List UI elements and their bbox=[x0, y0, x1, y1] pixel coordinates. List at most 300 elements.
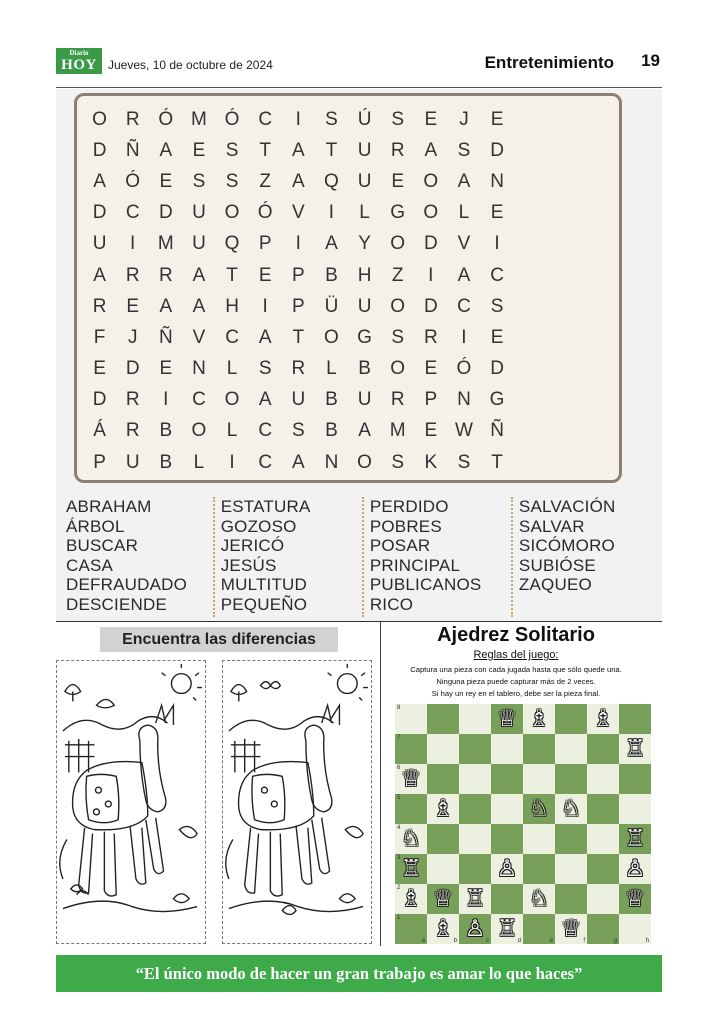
letter-cell: R bbox=[125, 264, 140, 286]
letter-cell: Ñ bbox=[490, 420, 504, 442]
white-rook-icon: ♖ bbox=[464, 885, 486, 912]
word-item: PUBLICANOS bbox=[369, 575, 482, 595]
letter-cell: U bbox=[125, 451, 140, 473]
letter-cell: Ó bbox=[224, 108, 240, 130]
letter-cell: D bbox=[490, 139, 504, 161]
chess-square bbox=[555, 734, 587, 764]
letter-cell: I bbox=[229, 451, 235, 473]
word-item: RICO bbox=[369, 594, 414, 614]
letter-cell: L bbox=[458, 202, 470, 224]
file-label: g bbox=[613, 938, 617, 944]
letter-cell: R bbox=[390, 389, 405, 411]
letter-cell: F bbox=[93, 326, 106, 348]
word-item: MULTITUD bbox=[220, 575, 308, 595]
letter-cell: A bbox=[424, 139, 438, 161]
column-divider bbox=[380, 622, 381, 946]
letter-cell: U bbox=[357, 389, 372, 411]
word-item: PRINCIPAL bbox=[369, 555, 461, 575]
rank-label: 6 bbox=[397, 765, 401, 771]
letter-cell: L bbox=[226, 358, 238, 380]
letter-cell: Z bbox=[391, 264, 404, 286]
letter-cell: M bbox=[191, 108, 207, 130]
chess-square bbox=[395, 824, 427, 854]
rank-label: 2 bbox=[397, 885, 401, 891]
chess-square bbox=[459, 884, 491, 914]
letter-cell: R bbox=[125, 420, 140, 442]
letter-cell: L bbox=[359, 202, 370, 224]
white-bishop-icon: ♗ bbox=[400, 885, 422, 912]
chess-square bbox=[491, 794, 523, 824]
letter-cell: S bbox=[457, 139, 471, 161]
letter-cell: Ó bbox=[456, 358, 472, 380]
letter-cell: B bbox=[325, 389, 338, 411]
letter-cell: T bbox=[259, 139, 271, 161]
letter-cell: T bbox=[226, 264, 238, 286]
letter-cell: O bbox=[224, 202, 240, 224]
chess-rule: Ninguna pieza puede capturar más de 2 veces. bbox=[436, 677, 596, 686]
letter-cell: P bbox=[93, 451, 106, 473]
chess-board bbox=[395, 704, 651, 944]
chess-square bbox=[619, 854, 651, 884]
letter-cell: C bbox=[192, 389, 206, 411]
chess-square bbox=[427, 734, 459, 764]
letter-cell: I bbox=[262, 295, 268, 317]
chess-square bbox=[523, 824, 555, 854]
chess-square bbox=[555, 824, 587, 854]
letter-cell: N bbox=[457, 389, 471, 411]
rank-label: 3 bbox=[397, 855, 401, 861]
word-item: GOZOSO bbox=[220, 516, 297, 536]
letter-cell: S bbox=[490, 295, 504, 317]
letter-cell: E bbox=[424, 420, 438, 442]
letter-cell: E bbox=[490, 202, 504, 224]
chess-square bbox=[491, 884, 523, 914]
chess-square bbox=[619, 734, 651, 764]
white-bishop-icon: ♗ bbox=[432, 915, 454, 942]
letter-cell: R bbox=[158, 264, 173, 286]
letter-cell: A bbox=[192, 295, 206, 317]
letter-cell: N bbox=[490, 170, 504, 192]
chess-square bbox=[523, 854, 555, 884]
chess-square bbox=[459, 794, 491, 824]
word-item: SALVAR bbox=[518, 516, 585, 536]
chess-square bbox=[491, 764, 523, 794]
letter-cell: D bbox=[490, 358, 504, 380]
chess-square bbox=[459, 824, 491, 854]
letter-cell: Q bbox=[224, 233, 240, 255]
rank-label: 8 bbox=[397, 705, 401, 711]
letter-cell: J bbox=[459, 108, 469, 130]
rank-label: 4 bbox=[397, 825, 401, 831]
letter-cell: V bbox=[457, 233, 471, 255]
chess-square bbox=[587, 734, 619, 764]
letter-cell: E bbox=[192, 139, 206, 161]
letter-cell: D bbox=[125, 358, 140, 380]
newspaper-logo bbox=[56, 48, 102, 74]
letter-cell: O bbox=[191, 420, 207, 442]
quote-banner: “El único modo de hacer un gran trabajo es amar lo que haces” bbox=[56, 955, 662, 992]
letter-cell: A bbox=[291, 451, 305, 473]
chess-square bbox=[395, 794, 427, 824]
letter-cell: S bbox=[457, 451, 471, 473]
letter-cell: R bbox=[291, 358, 306, 380]
word-item: PEQUEÑO bbox=[220, 594, 308, 614]
letter-cell: C bbox=[225, 326, 239, 348]
chess-title: Ajedrez Solitario bbox=[437, 624, 595, 646]
word-item: DEFRAUDADO bbox=[66, 575, 188, 595]
chess-square bbox=[523, 884, 555, 914]
letter-cell: V bbox=[192, 326, 206, 348]
chess-square bbox=[395, 704, 427, 734]
chess-rule: Si hay un rey en el tablero, debe ser la pieza final. bbox=[431, 689, 601, 698]
letter-cell: A bbox=[258, 326, 272, 348]
letter-cell: A bbox=[159, 139, 173, 161]
letter-cell: B bbox=[159, 420, 173, 442]
chess-square bbox=[491, 734, 523, 764]
word-item: SICÓMORO bbox=[518, 536, 615, 556]
letter-cell: D bbox=[423, 295, 438, 317]
letter-cell: L bbox=[226, 420, 238, 442]
letter-cell: A bbox=[358, 420, 371, 442]
word-item: ZAQUEO bbox=[518, 575, 592, 595]
letter-cell: B bbox=[159, 451, 173, 473]
white-knight-icon: ♘ bbox=[400, 825, 422, 852]
letter-cell: A bbox=[291, 139, 305, 161]
letter-cell: O bbox=[423, 202, 439, 224]
word-item: POSAR bbox=[369, 536, 431, 556]
letter-cell: Ñ bbox=[158, 326, 173, 348]
chess-square bbox=[523, 794, 555, 824]
letter-cell: O bbox=[390, 233, 406, 255]
white-queen-icon: ♕ bbox=[400, 765, 422, 792]
letter-cell: U bbox=[192, 233, 206, 255]
white-knight-icon: ♘ bbox=[560, 795, 582, 822]
word-list bbox=[64, 497, 660, 617]
letter-cell: I bbox=[494, 233, 500, 255]
letter-cell: Ü bbox=[324, 295, 339, 317]
chess-rule: Captura una pieza con cada jugada hasta que sólo quede una. bbox=[410, 665, 622, 674]
chess-square bbox=[587, 884, 619, 914]
white-knight-icon: ♘ bbox=[528, 795, 550, 822]
chess-square bbox=[587, 854, 619, 884]
white-queen-icon: ♕ bbox=[560, 915, 582, 942]
chess-square bbox=[523, 914, 555, 944]
letter-cell: G bbox=[357, 326, 372, 348]
chess-square bbox=[427, 884, 459, 914]
chess-square bbox=[523, 734, 555, 764]
letter-cell: R bbox=[125, 108, 140, 130]
letter-cell: U bbox=[92, 233, 107, 255]
letter-cell: Ó bbox=[257, 202, 273, 224]
word-item: JESÚS bbox=[220, 555, 277, 575]
letter-cell: I bbox=[130, 233, 136, 255]
letter-cell: A bbox=[93, 264, 106, 286]
letter-cell: S bbox=[258, 358, 272, 380]
chess-square bbox=[459, 854, 491, 884]
chess-square bbox=[395, 764, 427, 794]
letter-cell: A bbox=[93, 170, 106, 192]
letter-cell: E bbox=[258, 264, 272, 286]
chess-square bbox=[619, 914, 651, 944]
letter-cell: V bbox=[291, 202, 305, 224]
chess-square bbox=[555, 794, 587, 824]
chess-square bbox=[587, 914, 619, 944]
letter-cell: P bbox=[424, 389, 438, 411]
file-label: a bbox=[421, 938, 425, 944]
letter-cell: O bbox=[357, 451, 372, 473]
chess-square bbox=[555, 914, 587, 944]
letter-cell: U bbox=[291, 389, 306, 411]
page-number: 19 bbox=[641, 51, 660, 70]
letter-cell: E bbox=[126, 295, 140, 317]
letter-cell: S bbox=[391, 451, 405, 473]
chess-square bbox=[491, 824, 523, 854]
letter-cell: N bbox=[324, 451, 339, 473]
word-search-box bbox=[74, 93, 622, 483]
letter-cell: I bbox=[328, 202, 335, 224]
chess-square bbox=[395, 734, 427, 764]
chess-square bbox=[555, 884, 587, 914]
letter-cell: E bbox=[490, 326, 504, 348]
letter-cell: L bbox=[326, 358, 337, 380]
letter-cell: R bbox=[125, 389, 140, 411]
bottom-section bbox=[56, 621, 662, 945]
chess-square bbox=[427, 854, 459, 884]
letter-cell: Ó bbox=[158, 108, 174, 130]
file-label: e bbox=[549, 938, 553, 944]
letter-cell: D bbox=[92, 139, 107, 161]
letter-cell: Y bbox=[358, 233, 371, 255]
rank-label: 1 bbox=[397, 915, 401, 921]
white-rook-icon: ♖ bbox=[400, 855, 422, 882]
letter-cell: S bbox=[391, 108, 405, 130]
white-pawn-icon: ♙ bbox=[624, 855, 646, 882]
letter-cell: E bbox=[391, 170, 405, 192]
letter-cell: I bbox=[461, 326, 467, 348]
word-search-area bbox=[56, 89, 662, 621]
white-rook-icon: ♖ bbox=[624, 735, 646, 762]
letter-cell: S bbox=[225, 170, 239, 192]
word-search-grid bbox=[83, 104, 613, 478]
letter-cell: C bbox=[258, 420, 273, 442]
word-item: ÁRBOL bbox=[66, 516, 125, 536]
letter-cell: C bbox=[490, 264, 504, 286]
chess-square bbox=[523, 704, 555, 734]
chess-square bbox=[427, 704, 459, 734]
letter-cell: A bbox=[159, 295, 173, 317]
chess-square bbox=[395, 884, 427, 914]
chess-rules-heading: Reglas del juego: bbox=[473, 649, 559, 661]
word-column bbox=[362, 497, 511, 617]
letter-cell: U bbox=[357, 170, 372, 192]
letter-cell: R bbox=[92, 295, 107, 317]
letter-cell: E bbox=[93, 358, 106, 380]
rank-label: 5 bbox=[397, 795, 401, 801]
letter-cell: D bbox=[158, 202, 173, 224]
white-rook-icon: ♖ bbox=[624, 825, 646, 852]
logo-big-text: HOY bbox=[61, 57, 97, 73]
letter-cell: A bbox=[325, 233, 338, 255]
letter-cell: C bbox=[258, 451, 273, 473]
letter-cell: N bbox=[192, 358, 206, 380]
word-item: ABRAHAM bbox=[66, 497, 152, 516]
letter-cell: B bbox=[325, 420, 338, 442]
chess-square bbox=[427, 914, 459, 944]
differences-title: Encuentra las diferencias bbox=[100, 627, 338, 652]
letter-cell: T bbox=[325, 139, 338, 161]
letter-cell: B bbox=[358, 358, 371, 380]
letter-cell: R bbox=[390, 139, 405, 161]
section-title: Entretenimiento bbox=[484, 53, 614, 72]
letter-cell: P bbox=[258, 233, 272, 255]
letter-cell: A bbox=[291, 170, 305, 192]
page-header bbox=[56, 48, 662, 88]
chess-square bbox=[619, 884, 651, 914]
letter-cell: S bbox=[325, 108, 338, 130]
file-label: h bbox=[645, 938, 649, 944]
white-knight-icon: ♘ bbox=[528, 885, 550, 912]
letter-cell: E bbox=[159, 170, 173, 192]
chess-square bbox=[459, 764, 491, 794]
letter-cell: A bbox=[192, 264, 206, 286]
letter-cell: K bbox=[424, 451, 438, 473]
white-pawn-icon: ♙ bbox=[464, 915, 486, 942]
letter-cell: Á bbox=[93, 420, 106, 442]
letter-cell: Ú bbox=[357, 108, 372, 130]
chess-square bbox=[587, 824, 619, 854]
letter-cell: U bbox=[357, 295, 372, 317]
word-column bbox=[213, 497, 362, 617]
word-column bbox=[511, 497, 660, 617]
letter-cell: E bbox=[424, 108, 438, 130]
letter-cell: A bbox=[258, 389, 272, 411]
word-item: BUSCAR bbox=[66, 536, 139, 556]
letter-cell: Ñ bbox=[125, 139, 140, 161]
word-item: ESTATURA bbox=[220, 497, 311, 516]
letter-cell: C bbox=[258, 108, 273, 130]
letter-cell: I bbox=[163, 389, 169, 411]
letter-cell: H bbox=[225, 295, 239, 317]
donkey-drawing-right bbox=[223, 661, 371, 943]
white-queen-icon: ♕ bbox=[624, 885, 646, 912]
chess-square bbox=[459, 704, 491, 734]
letter-cell: Ó bbox=[125, 170, 141, 192]
letter-cell: E bbox=[159, 358, 173, 380]
chess-square bbox=[459, 734, 491, 764]
letter-cell: L bbox=[193, 451, 205, 473]
letter-cell: E bbox=[490, 108, 504, 130]
letter-cell: C bbox=[457, 295, 471, 317]
white-bishop-icon: ♗ bbox=[528, 705, 550, 732]
letter-cell: Z bbox=[259, 170, 271, 192]
chess-square bbox=[587, 764, 619, 794]
word-item: PERDIDO bbox=[369, 497, 449, 516]
chess-square bbox=[395, 914, 427, 944]
letter-cell: P bbox=[291, 264, 305, 286]
word-item: SUBIÓSE bbox=[518, 555, 596, 575]
chess-square bbox=[459, 914, 491, 944]
file-label: f bbox=[583, 938, 585, 944]
white-queen-icon: ♕ bbox=[432, 885, 454, 912]
file-label: d bbox=[517, 938, 521, 944]
chess-square bbox=[427, 794, 459, 824]
letter-cell: A bbox=[457, 264, 471, 286]
file-label: b bbox=[453, 938, 457, 944]
letter-cell: U bbox=[192, 202, 206, 224]
chess-square bbox=[555, 704, 587, 734]
letter-cell: S bbox=[391, 326, 405, 348]
letter-cell: S bbox=[225, 139, 239, 161]
differences-picture-right bbox=[222, 660, 372, 944]
chess-square bbox=[619, 794, 651, 824]
letter-cell: M bbox=[157, 233, 174, 255]
letter-cell: I bbox=[295, 108, 301, 130]
letter-cell: D bbox=[423, 233, 438, 255]
letter-cell: D bbox=[92, 389, 107, 411]
chess-square bbox=[427, 764, 459, 794]
chess-square bbox=[555, 854, 587, 884]
chess-square bbox=[555, 764, 587, 794]
letter-cell: I bbox=[295, 233, 301, 255]
letter-cell: T bbox=[491, 451, 503, 473]
letter-cell: S bbox=[291, 420, 305, 442]
chess-square bbox=[619, 704, 651, 734]
letter-cell: O bbox=[390, 295, 406, 317]
letter-cell: U bbox=[357, 139, 372, 161]
white-rook-icon: ♖ bbox=[496, 915, 518, 942]
letter-cell: D bbox=[92, 202, 107, 224]
chess-square bbox=[395, 854, 427, 884]
letter-cell: H bbox=[357, 264, 372, 286]
letter-cell: W bbox=[454, 420, 473, 442]
letter-cell: E bbox=[424, 358, 438, 380]
letter-cell: M bbox=[389, 420, 406, 442]
file-label: c bbox=[486, 938, 489, 944]
letter-cell: O bbox=[324, 326, 339, 348]
letter-cell: G bbox=[489, 389, 505, 411]
chess-square bbox=[619, 824, 651, 854]
chess-square bbox=[491, 854, 523, 884]
letter-cell: O bbox=[423, 170, 439, 192]
word-item: CASA bbox=[66, 555, 114, 575]
chess-square bbox=[587, 794, 619, 824]
chess-square bbox=[523, 764, 555, 794]
rank-label: 7 bbox=[397, 735, 401, 741]
word-item: SALVACIÓN bbox=[518, 497, 616, 516]
word-item: DESCIENDE bbox=[66, 594, 167, 614]
letter-cell: A bbox=[457, 170, 471, 192]
chess-square bbox=[491, 704, 523, 734]
letter-cell: C bbox=[125, 202, 140, 224]
chess-square bbox=[427, 824, 459, 854]
letter-cell: J bbox=[127, 326, 138, 348]
chess-square bbox=[587, 704, 619, 734]
letter-cell: I bbox=[428, 264, 434, 286]
letter-cell: O bbox=[92, 108, 107, 130]
donkey-drawing-left bbox=[57, 661, 205, 943]
letter-cell: B bbox=[325, 264, 338, 286]
white-bishop-icon: ♗ bbox=[592, 705, 614, 732]
letter-cell: T bbox=[292, 326, 305, 348]
white-bishop-icon: ♗ bbox=[432, 795, 454, 822]
differences-picture-left bbox=[56, 660, 206, 944]
white-queen-icon: ♕ bbox=[496, 705, 518, 732]
word-item: JERICÓ bbox=[220, 536, 285, 556]
white-pawn-icon: ♙ bbox=[496, 855, 518, 882]
letter-cell: P bbox=[291, 295, 305, 317]
issue-date: Jueves, 10 de octubre de 2024 bbox=[108, 58, 273, 72]
letter-cell: O bbox=[224, 389, 240, 411]
